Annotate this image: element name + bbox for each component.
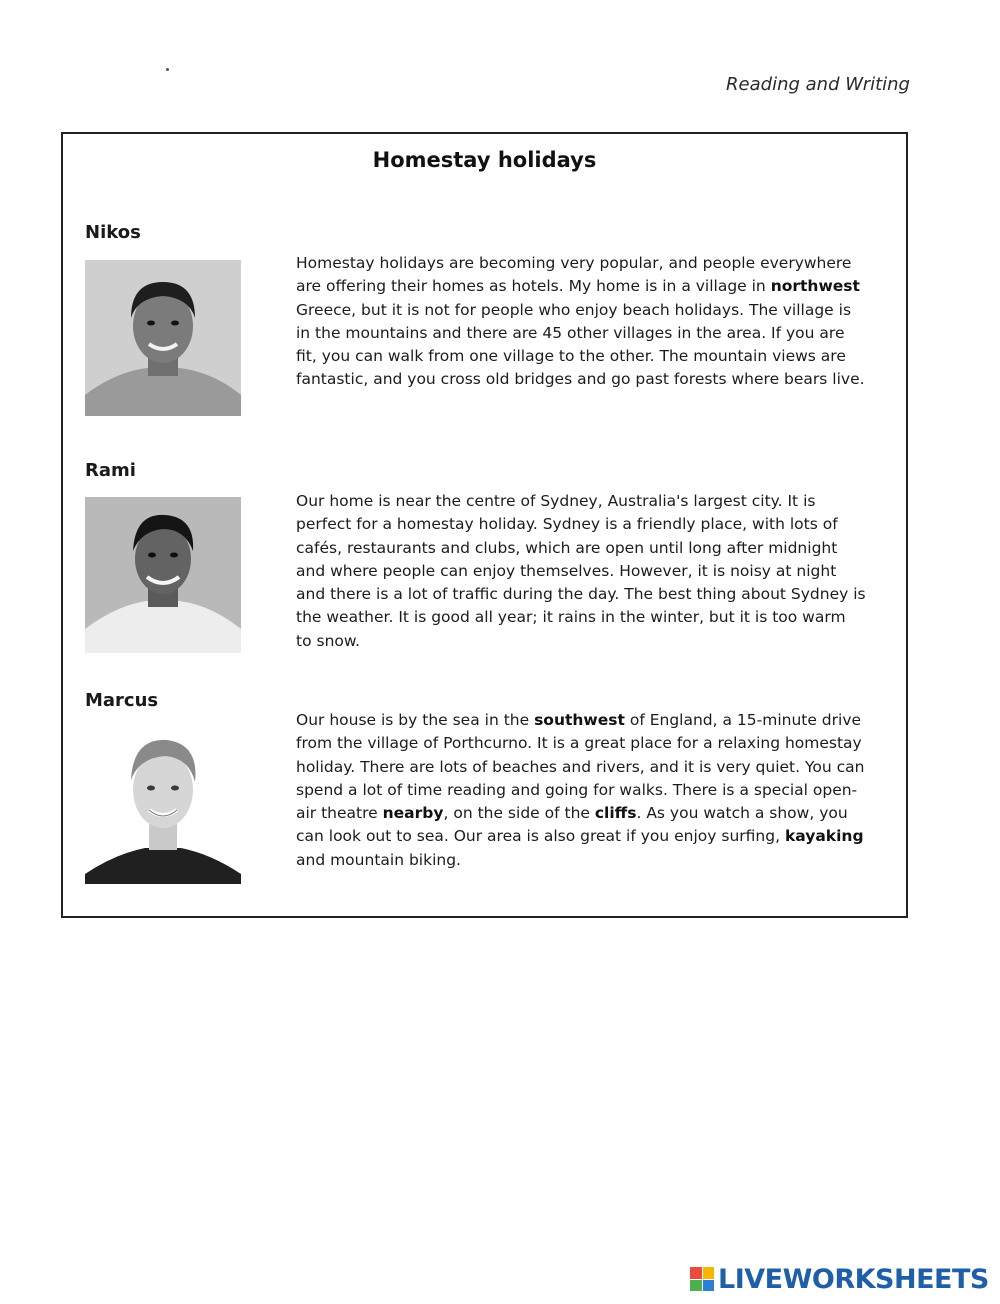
marcus-text-5: and mountain biking. xyxy=(296,850,461,869)
logo-tile-yellow xyxy=(703,1267,715,1279)
liveworksheets-brand xyxy=(690,1264,989,1294)
brand-name: LIVEWORKSHEETS xyxy=(718,1263,989,1295)
vocab-cliffs: cliffs xyxy=(594,804,637,823)
person-name-nikos: Nikos xyxy=(85,222,141,243)
marcus-photo xyxy=(85,728,241,884)
nikos-text-2: Greece, but it is not for people who enjoy beach holidays. The village is in the mountains and there are 45 other villages in the area. If you are fit, you can walk from one village to the other. The mountain views are fantastic, and you cross old bridges and go past forests where bears live. xyxy=(296,300,865,389)
vocab-northwest: northwest xyxy=(770,277,860,296)
liveworksheets-logo-icon xyxy=(690,1267,714,1291)
man-portrait-icon xyxy=(85,728,241,884)
marcus-paragraph xyxy=(296,709,866,872)
person-name-marcus: Marcus xyxy=(85,690,159,711)
person-name-rami: Rami xyxy=(85,460,136,481)
section-header: Reading and Writing xyxy=(726,74,910,95)
man-portrait-icon xyxy=(85,260,241,416)
vocab-kayaking: kayaking xyxy=(784,827,864,846)
marcus-text-4: . As you watch a show, you can look out to sea. Our area is also great if you enjoy surfing, xyxy=(296,804,848,846)
article-title: Homestay holidays xyxy=(372,148,597,172)
marcus-text-1: Our house is by the sea in the xyxy=(296,711,535,729)
logo-tile-red xyxy=(690,1267,702,1279)
speck-mark xyxy=(166,68,169,71)
vocab-southwest: southwest xyxy=(534,711,625,729)
article-box xyxy=(61,132,908,918)
logo-tile-blue xyxy=(703,1280,715,1292)
nikos-text-1: Homestay holidays are becoming very popular, and people everywhere are offering their homes as hotels. My home is in a village in xyxy=(296,254,852,296)
man-portrait-icon xyxy=(85,497,241,653)
nikos-paragraph xyxy=(296,252,866,392)
nikos-photo xyxy=(85,260,241,416)
logo-tile-green xyxy=(690,1280,702,1292)
rami-paragraph xyxy=(296,490,866,653)
marcus-text-3: , on the side of the xyxy=(443,804,595,823)
marcus-text-2: of England, a 15-minute drive from the village of Porthcurno. It is a great place for a relaxing homestay holiday. There are lots of beaches and rivers, and it is very quiet. You can spend a lot of time reading and going for walks. There is a special open-air theatre xyxy=(296,711,865,823)
rami-text-1: Our home is near the centre of Sydney, Australia's largest city. It is perfect for a homestay holiday. Sydney is a friendly place, with lots of cafés, restaurants and clubs, which are open until long after midnight and where people can enjoy themselves. However, it is noisy at night and there is a lot of traffic during the day. The best thing about Sydney is the weather. It is good all year; it rains in the winter, but it is too warm to snow. xyxy=(296,492,866,650)
rami-photo xyxy=(85,497,241,653)
vocab-nearby: nearby xyxy=(382,804,444,823)
